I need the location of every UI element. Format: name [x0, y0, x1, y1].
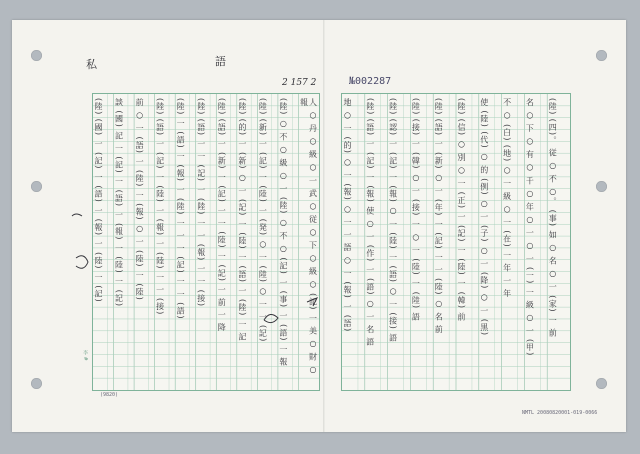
text-column: (陸) (認) 一 (記) 一 (報) ○ 一 (陸) 一 (語) ○ 一 (接) 語 [388, 98, 398, 343]
text-column: (陸) (語) 一 (新) ○ 一 (年) 一 (記) 一 一 (陸) ○ 名 前 [434, 98, 444, 335]
binder-hole-right-bottom [596, 378, 607, 389]
manuscript-sheet [12, 20, 626, 432]
text-column: 名 ○ 下 ○ 有 ○ 千 ○ 年 ○ 一 ○ 一 (一) 一 級 ○ 一 (甲) [525, 98, 535, 357]
text-column: (陸) (語) 一 (記) 一 (陸) 一 (報) 一 (陸) 一 一 (接) [155, 98, 165, 316]
text-column: (陸) (語) 一 (新) 一 (記) 一 一 (陸) 一 (記) 一 前 一 降 [217, 98, 227, 333]
binder-hole-left-top [31, 50, 42, 61]
text-column: 前 ○ 一 (語) 一 (陸) 一 (報) ○ 一 (陸) 一 (陸) [135, 98, 145, 301]
text-column: (陸) (國) 一 (記) 一 (語) 一 (報) 一 (陸) 一 (記) [94, 98, 103, 303]
text-column: (陸) (信) ○ 別 ○ 一 (正) 一 (記) 一 (陸) 一 (韓) 前 [457, 98, 466, 322]
center-fold [323, 20, 325, 432]
left-margin-mark: 李 # [82, 350, 88, 361]
text-column: (陸) (語) 一 (記) 一 (報) 使 ○ 一 (作) 一 (語) ○ 一 名 語 [365, 98, 375, 347]
binder-hole-left-mid [31, 181, 42, 192]
text-column: (陸) (新) 一 (記) 一 (陸) 一 (発) ○ 一 (陸) ○ 一 一 (記) [258, 98, 268, 343]
text-column: 談 (國) 記 一 (記) 一 (語) 一 (報) 一 (陸) 一 (記) [114, 98, 124, 307]
text-column: 使 (陸) (代) ○ 的 (例) ○ 一 (子) ○ 一 (降) ○ 一 (黒) [479, 98, 489, 337]
text-column: (陸) 一 (語) 一 (報) 一 (陸) 一 一 一 (記) 一 一 (語) [176, 98, 186, 320]
text-column: (陸) (的) 一 (新) ○ 一 (記) 一 (陸) 一 (語) 一 (陸) 一 記 [237, 98, 247, 342]
text-column: 地 ○ 一 (的) ○ 一 (報) ○ 一 一 語 ○ 一 (報) 一 (語) [343, 98, 352, 333]
text-column: (陸) (四)。 従 ○ 不 ○。 (事) 如 ○ 名 ○ 一 (家) 一 前 [548, 98, 558, 338]
header-mid-char: 語 [215, 55, 226, 68]
text-column: 不 ○ (白) (地) ○ 一 級 ○ 一 (在) 一 年 一 年 [502, 98, 512, 298]
text-column: (陸) ○ 不 ○ 級 ○ 一 (陸) ○ 不 ○ (記) 一 (事) 一 (語) 一 報 [278, 98, 288, 367]
right-grid [341, 93, 571, 391]
binder-hole-right-mid [596, 181, 607, 192]
binder-hole-left-bottom [31, 378, 42, 389]
text-column: 人 ○ 丹 ○ 級 ○ 一 武 ○ 従 ○ 下 ○ 級 ○ (記) 一 美 ○ 財 ○ 報 [299, 98, 318, 376]
bottom-right-code: NMTL 20080820001-019-0066 [522, 410, 598, 416]
text-column: (陸) (接) 一 (韓) ○ 一 (接) 一 ○ 一 (陸) 一 (陸) 語 [411, 98, 421, 322]
text-column: (陸) (語) 一 一 (記) 一 (陸) 一 一 (報) 一 一 (接) [196, 98, 206, 307]
left-bottom-code: (9820) [100, 392, 119, 398]
serial-number-stamp: №002287 [349, 76, 392, 87]
binder-hole-right-top [596, 50, 607, 61]
page-number: 2 157 2 [282, 78, 317, 88]
header-left-char: 私 [86, 58, 97, 71]
